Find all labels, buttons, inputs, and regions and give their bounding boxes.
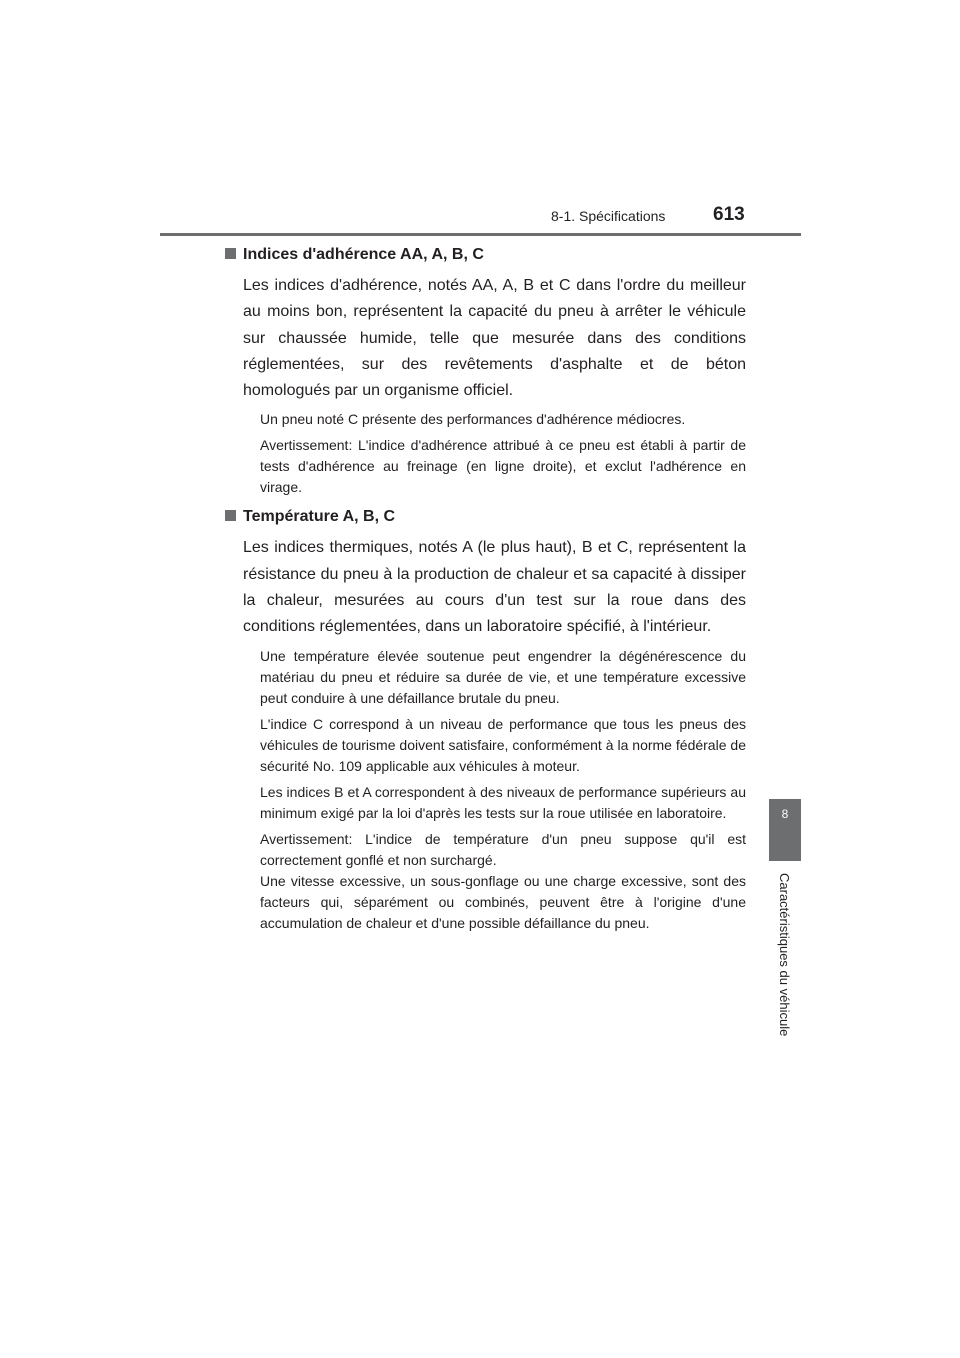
section-adhesion [223, 242, 746, 498]
heading-text: Température A, B, C [243, 508, 396, 526]
section-temperature [223, 504, 746, 933]
section-heading [223, 242, 746, 268]
chapter-tab [769, 799, 801, 861]
chapter-title: Caractéristiques du véhicule [777, 873, 792, 1037]
heading-text: Indices d'adhérence AA, A, B, C [243, 246, 484, 263]
note-paragraph: Les indices B et A correspondent à des niveaux de performance supérieurs au minimum exigé par la loi d'après les tests sur la roue utilisée en laboratoire. [260, 783, 746, 821]
note-paragraph: L'indice C correspond à un niveau de performance que tous les pneus des véhicules de tourisme doivent satisfaire, conformément à la norme fédérale de sécurité No. 109 applicable aux véhicules à moteur. [260, 715, 746, 774]
header-divider [160, 233, 801, 236]
section-title: 8-1. Spécifications [551, 208, 666, 224]
section-body: Les indices thermiques, notés A (le plus haut), B et C, représentent la résistance du pneu à la production de chaleur et sa capacité à dissiper la chaleur, mesurées au cours d'un test sur la roue dans des conditions réglementées, dans un laboratoire spécifié, à l'intérieur. [243, 539, 746, 636]
note-paragraph: Une vitesse excessive, un sous-gonflage ou une charge excessive, sont des facteurs qui, séparément ou combinés, peuvent être à l'origine d'une accumulation de chaleur et d'une possible défaillance du pneu. [260, 872, 746, 931]
note-paragraph: Avertissement: L'indice de température d'un pneu suppose qu'il est correctement gonflé et non surchargé. [260, 830, 746, 868]
square-bullet-icon [225, 248, 236, 259]
note-paragraph: Une température élevée soutenue peut engendrer la dégénérescence du matériau du pneu et réduire sa durée de vie, et une température excessive peut conduire à une défaillance brutale du pneu. [260, 647, 746, 706]
page-number: 613 [713, 204, 745, 225]
section-body: Les indices d'adhérence, notés AA, A, B et C dans l'ordre du meilleur au moins bon, représentent la capacité du pneu à arrêter le véhicule sur chaussée humide, telle que mesurée dans des conditions réglementées, sur des revêtements d'asphalte et de béton homologués par un organisme officiel. [243, 277, 746, 400]
page-content [223, 242, 746, 940]
section-heading [223, 504, 746, 530]
note-paragraph: Un pneu noté C présente des performances d'adhérence médiocres. [260, 411, 686, 428]
chapter-number: 8 [781, 807, 789, 821]
square-bullet-icon [225, 510, 236, 521]
note-paragraph: Avertissement: L'indice d'adhérence attribué à ce pneu est établi à partir de tests d'adhérence au freinage (en ligne droite), et exclut l'adhérence en virage. [260, 437, 746, 496]
